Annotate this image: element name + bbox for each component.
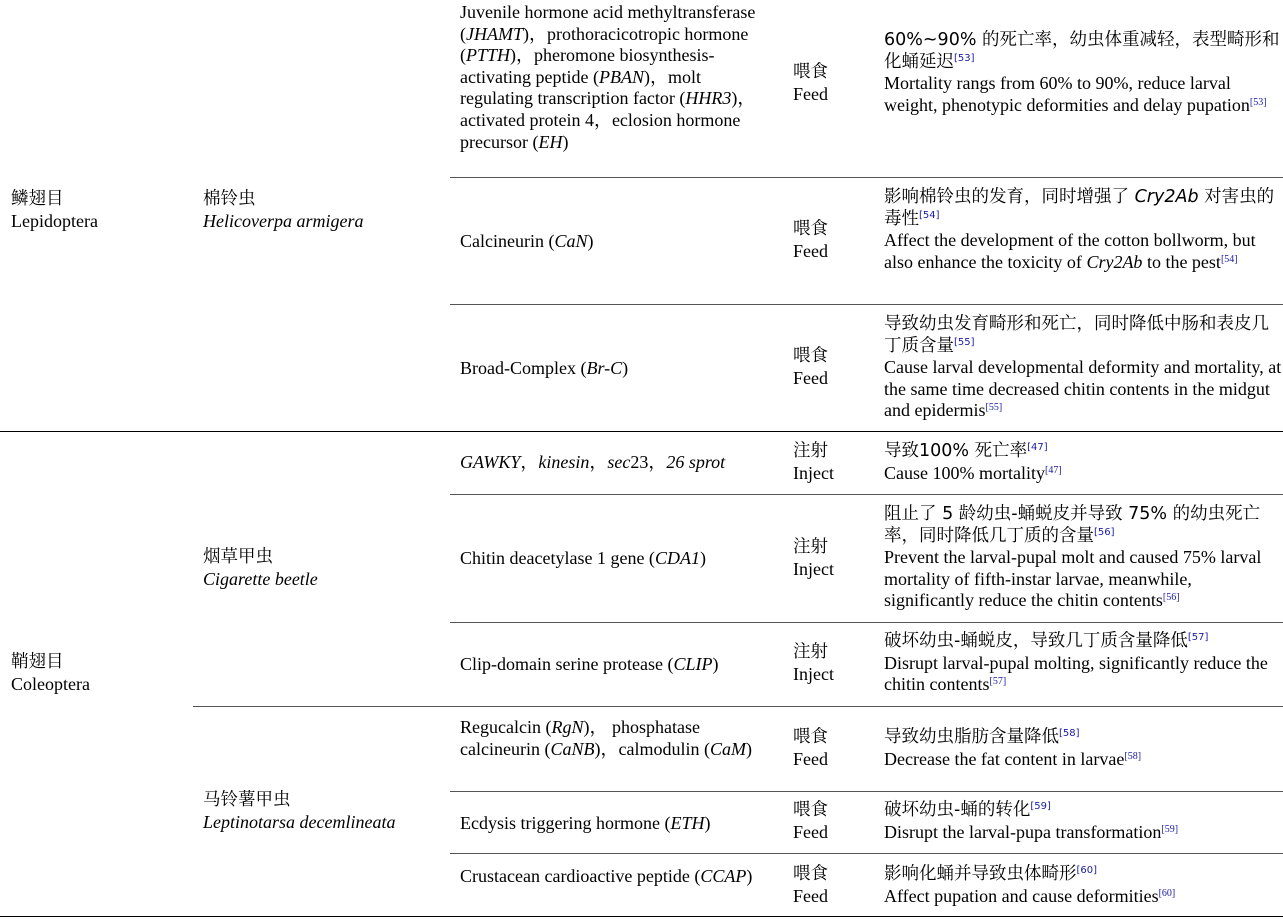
citation-ref: [58] (1059, 728, 1080, 739)
species-cell (203, 189, 443, 232)
effect-en-text: Disrupt the larval-pupa transformation (884, 821, 1162, 842)
method-en: Feed (793, 367, 828, 388)
row-divider (450, 791, 1283, 792)
effect-cn-text: 60%~90% 的死亡率，幼虫体重减轻，表型畸形和化蛹延迟 (884, 30, 1280, 72)
method-en: Feed (793, 83, 828, 104)
species-name-cn: 烟草甲虫 (203, 547, 273, 567)
species-name-en: Leptinotarsa decemlineata (203, 811, 396, 832)
citation-ref: [58] (1124, 750, 1142, 762)
gene-cell (460, 813, 760, 835)
method-en: Feed (793, 240, 828, 261)
citation-ref: [57] (1187, 632, 1209, 643)
citation-ref: [60] (1076, 865, 1098, 876)
citation-ref: [56] (1094, 526, 1115, 538)
gene-cell (460, 358, 760, 380)
effect-en-text: Disrupt larval-pupal molting, significantly reduce the chitin contents (884, 652, 1268, 695)
table-rule-bottom (0, 916, 1283, 917)
species-divider (193, 706, 1283, 707)
effect-cn-text: 导致幼虫发育畸形和死亡，同时降低中肠和表皮几丁质含量 (884, 314, 1269, 356)
citation-ref: [56] (1162, 592, 1180, 604)
effect-cn-text: 破坏幼虫-蛹蜕皮，导致几丁质含量降低 (884, 631, 1188, 651)
effect-cn (884, 504, 1283, 547)
method-cn: 注射 (793, 642, 828, 662)
gene-cell (460, 2, 760, 153)
effect-en (884, 357, 1283, 422)
effect-en-text: Affect pupation and cause deformities (884, 885, 1159, 906)
species-name-cn: 棉铃虫 (203, 189, 256, 209)
effect-cell (884, 727, 1283, 770)
effect-en (884, 653, 1283, 696)
citation-ref: [47] (1044, 464, 1062, 476)
citation-ref: [47] (1027, 442, 1048, 453)
effect-en-text: Prevent the larval-pupal molt and caused 75% larval mortality of fifth-instar larvae, meanwhile, significantly reduce the chitin contents (884, 547, 1262, 611)
gene-cell (460, 654, 760, 676)
method-cn: 喂食 (793, 62, 828, 82)
effect-cn-text: 影响化蛹并导致虫体畸形 (884, 864, 1077, 884)
row-divider (450, 177, 1283, 178)
effect-cell (884, 800, 1283, 843)
gene-text: GAWKY，kinesin，sec23，26 sprot (460, 452, 726, 472)
method-cell (793, 642, 863, 685)
species-cell (203, 547, 443, 590)
gene-text: Clip-domain serine protease (CLIP) (460, 654, 719, 674)
order-name-cn: 鞘翅目 (11, 652, 64, 672)
effect-cn (884, 864, 1283, 886)
method-en: Feed (793, 821, 828, 842)
gene-text: Calcineurin (CaN) (460, 231, 594, 251)
method-cell (793, 727, 863, 770)
gene-text: Chitin deacetylase 1 gene (CDA1) (460, 548, 706, 568)
row-divider (450, 304, 1283, 305)
method-cell (793, 346, 863, 389)
method-cell (793, 800, 863, 843)
method-cell (793, 441, 863, 484)
effect-en-text: Decrease the fat content in larvae (884, 748, 1125, 769)
gene-text: Broad-Complex (Br-C) (460, 358, 629, 378)
method-en: Feed (793, 885, 828, 906)
effect-cn-text: 阻止了 5 龄幼虫-蛹蜕皮并导致 75% 的幼虫死亡率，同时降低几丁质的含量 (884, 504, 1261, 546)
effect-en (884, 73, 1283, 116)
gene-cell (460, 452, 760, 474)
gene-cell (460, 231, 760, 253)
gene-text: Juvenile hormone acid methyltransferase (JHAMT)，prothoracicotropic hormone (PTTH)，pheromone biosynthesis-activating peptide (PBAN)，molt regulating transcription factor (HHR3)，activated protein 4，eclosion hormone precursor (EH) (460, 2, 756, 152)
method-cn: 喂食 (793, 219, 828, 239)
effect-cell (884, 314, 1283, 422)
method-cell (793, 537, 863, 580)
species-name-cn: 马铃薯甲虫 (203, 790, 291, 810)
effect-cell (884, 187, 1283, 273)
gene-cell (460, 866, 760, 888)
effect-en-text: Cause larval developmental deformity and mortality, at the same time decreased chitin contents in the midgut and epidermis (884, 357, 1282, 421)
citation-ref: [55] (985, 402, 1003, 414)
order-cell (11, 652, 181, 695)
citation-ref: [60] (1158, 887, 1176, 899)
method-en: Inject (793, 462, 834, 483)
gene-cell (460, 548, 760, 570)
citation-ref: [53] (1249, 96, 1267, 108)
row-divider (450, 853, 1283, 854)
effect-cell (884, 504, 1283, 612)
citation-ref: [59] (1030, 801, 1051, 812)
species-cell (203, 790, 443, 833)
effect-en-text: Cause 100% mortality (884, 462, 1045, 483)
gene-cell (460, 717, 760, 760)
species-name-en: Cigarette beetle (203, 568, 318, 589)
effect-cn (884, 800, 1283, 822)
gene-text: Crustacean cardioactive peptide (CCAP) (460, 866, 753, 886)
effect-cell (884, 441, 1283, 484)
method-cell (793, 864, 863, 907)
order-name-en: Lepidoptera (11, 210, 98, 231)
effect-en (884, 822, 1283, 844)
effect-cn-text: 破坏幼虫-蛹的转化 (884, 800, 1031, 820)
gene-text: Ecdysis triggering hormone (ETH) (460, 813, 711, 833)
order-cell (11, 189, 181, 232)
citation-ref: [54] (1220, 253, 1238, 265)
method-cn: 喂食 (793, 800, 828, 820)
species-name-en: Helicoverpa armigera (203, 210, 364, 231)
effect-cn (884, 30, 1283, 73)
row-divider (450, 622, 1283, 623)
method-cell (793, 62, 863, 105)
method-cn: 喂食 (793, 727, 828, 747)
method-cell (793, 219, 863, 262)
effect-cn (884, 441, 1283, 463)
citation-ref: [53] (954, 52, 975, 64)
effect-cn: 影响棉铃虫的发育，同时增强了 Cry2Ab 对害虫的毒性[54] (884, 187, 1275, 229)
order-name-cn: 鳞翅目 (11, 189, 64, 209)
effect-cn (884, 727, 1283, 749)
effect-en: Affect the development of the cotton bollworm, but also enhance the toxicity of Cry2Ab to the pest[54] (884, 230, 1256, 272)
citation-ref: [55] (954, 336, 975, 348)
effect-cn (884, 314, 1283, 357)
citation-ref: [54] (919, 209, 940, 221)
effect-cn-text: 导致100% 死亡率 (884, 441, 1028, 461)
effect-en-text: Mortality rangs from 60% to 90%, reduce larval weight, phenotypic deformities and delay pupation (884, 73, 1250, 115)
effect-cell (884, 30, 1283, 116)
effect-en (884, 886, 1283, 908)
effect-cn-text: 导致幼虫脂肪含量降低 (884, 727, 1059, 747)
table-rule-group-divider (0, 431, 1283, 432)
effect-cn (884, 631, 1283, 653)
gene-text: Regucalcin (RgN)， phosphatase calcineurin (CaNB)，calmodulin (CaM) (460, 717, 752, 759)
effect-cell (884, 631, 1283, 696)
method-en: Feed (793, 748, 828, 769)
effect-en (884, 463, 1283, 485)
method-cn: 注射 (793, 441, 828, 461)
method-cn: 喂食 (793, 346, 828, 366)
effect-en (884, 749, 1283, 771)
effect-en (884, 547, 1283, 612)
order-name-en: Coleoptera (11, 673, 90, 694)
citation-ref: [57] (989, 676, 1007, 688)
method-en: Inject (793, 663, 834, 684)
effect-cell (884, 864, 1283, 907)
method-en: Inject (793, 558, 834, 579)
row-divider (450, 494, 1283, 495)
citation-ref: [59] (1161, 823, 1179, 835)
method-cn: 注射 (793, 537, 828, 557)
method-cn: 喂食 (793, 864, 828, 884)
